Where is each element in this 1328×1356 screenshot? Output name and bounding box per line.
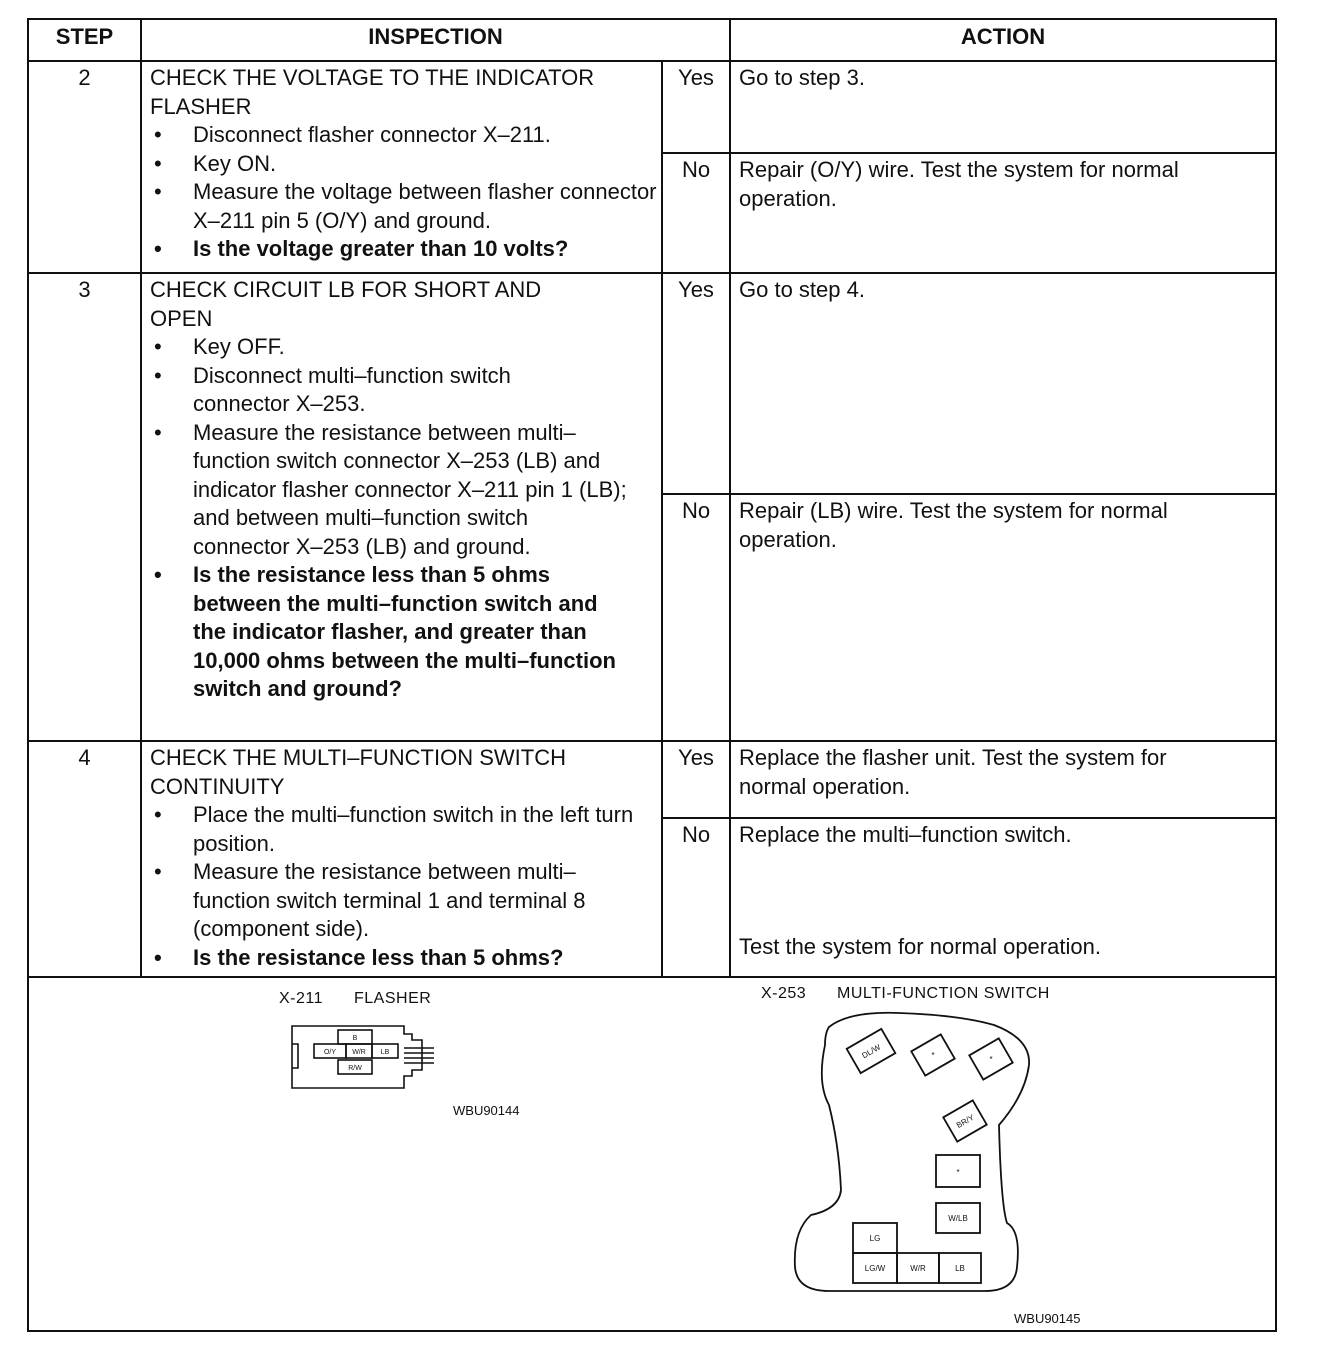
bullet-item: • Measure the voltage between flasher connector X–211 pin 5 (O/Y) and ground. — [150, 178, 658, 235]
header-action: ACTION — [960, 24, 1046, 49]
inspection-cell-step-2 — [150, 64, 658, 264]
bullet-item: • Measure the resistance between multi–function switch connector X–253 (LB) and indicator flasher connector X–211 pin 1 (LB); and between multi–function switch connector X–253 (LB) and ground. — [150, 419, 628, 562]
question-bullet: • Is the resistance less than 5 ohms? — [150, 944, 658, 973]
flasher-connector-id: X-211 — [279, 990, 324, 1007]
inspection-cell-step-3 — [150, 276, 658, 704]
yes-label: Yes — [678, 65, 714, 90]
flasher-connector-diagram — [284, 1020, 434, 1095]
yes-label: Yes — [678, 277, 714, 302]
no-label: No — [681, 822, 711, 847]
switch-pin-label: W/LB — [948, 1214, 968, 1223]
bullet-item: • Measure the resistance between multi–function switch terminal 1 and terminal 8 (component side). — [150, 858, 613, 944]
flasher-pin-label: O/Y — [323, 1049, 337, 1056]
switch-pin-label: * — [989, 1055, 993, 1064]
yes-action: Go to step 3. — [739, 65, 865, 90]
row-divider-2-3 — [29, 272, 1275, 274]
row4-action-divider — [661, 817, 1275, 819]
row3-action-divider — [661, 493, 1275, 495]
switch-pin-label: LB — [955, 1264, 965, 1273]
inspection-cell-step-4 — [150, 744, 658, 972]
no-action-extra: Test the system for normal operation. — [739, 934, 1101, 959]
switch-pin-label: LG/W — [864, 1264, 886, 1273]
switch-pin-label: DL/W — [860, 1042, 883, 1061]
inspection-title: CHECK THE MULTI–FUNCTION SWITCH CONTINUITY — [150, 745, 566, 799]
inspection-title: CHECK THE VOLTAGE TO THE INDICATOR FLASHER — [150, 65, 595, 119]
question-bullet: • Is the voltage greater than 10 volts? — [150, 235, 658, 264]
header-inspection: INSPECTION — [368, 24, 503, 49]
switch-figure-code: WBU90145 — [1014, 1311, 1081, 1326]
bullet-item: • Place the multi–function switch in the left turn position. — [150, 801, 658, 858]
switch-pin-label: LG — [869, 1234, 881, 1243]
switch-pin-label: * — [931, 1051, 935, 1060]
flasher-pin-label: B — [352, 1035, 358, 1042]
bullet-item: • Key OFF. — [150, 333, 658, 362]
inspection-bullets — [150, 333, 658, 704]
inspection-bullets — [150, 801, 658, 972]
multi-function-switch-diagram — [789, 1005, 1039, 1300]
yes-action: Replace the flasher unit. Test the system for normal operation. — [739, 745, 1167, 799]
question-bullet: • Is the resistance less than 5 ohms between the multi–function switch and the indicator flasher, and greater than 10,000 ohms between the multi–function switch and ground? — [150, 561, 633, 704]
step-number: 4 — [78, 745, 91, 770]
inspection-title: CHECK CIRCUIT LB FOR SHORT AND OPEN — [150, 277, 542, 331]
header-divider — [29, 60, 1275, 62]
bullet-item: • Disconnect flasher connector X–211. — [150, 121, 658, 150]
switch-connector-id: X-253 — [761, 985, 807, 1002]
diagnostic-table — [27, 18, 1277, 1332]
no-action: Repair (O/Y) wire. Test the system for normal operation. — [739, 157, 1179, 211]
table-diagram-divider — [29, 976, 1275, 978]
flasher-connector-name: FLASHER — [354, 990, 432, 1007]
no-action: Replace the multi–function switch. — [739, 822, 1072, 847]
yes-action: Go to step 4. — [739, 277, 865, 302]
step-number: 2 — [78, 65, 91, 90]
step-column-divider — [140, 20, 142, 976]
flasher-pin-label: W/R — [352, 1049, 366, 1056]
bullet-item: • Key ON. — [150, 150, 658, 179]
row-divider-3-4 — [29, 740, 1275, 742]
inspection-bullets — [150, 121, 658, 264]
switch-pin-label: BR/Y — [954, 1112, 976, 1130]
switch-pin-label: * — [956, 1168, 960, 1177]
flasher-figure-code: WBU90144 — [453, 1103, 520, 1118]
no-label: No — [681, 157, 711, 182]
row2-action-divider — [661, 152, 1275, 154]
flasher-pin-label: LB — [380, 1049, 390, 1056]
step-number: 3 — [78, 277, 91, 302]
flasher-pin-label: R/W — [348, 1065, 362, 1072]
inspection-action-divider — [729, 20, 731, 976]
yes-label: Yes — [678, 745, 714, 770]
no-label: No — [681, 498, 711, 523]
bullet-item: • Disconnect multi–function switch connector X–253. — [150, 362, 613, 419]
header-step: STEP — [55, 24, 114, 49]
no-action: Repair (LB) wire. Test the system for normal operation. — [739, 498, 1168, 552]
switch-pin-label: W/R — [910, 1264, 926, 1273]
switch-connector-name: MULTI-FUNCTION SWITCH — [837, 985, 1050, 1002]
